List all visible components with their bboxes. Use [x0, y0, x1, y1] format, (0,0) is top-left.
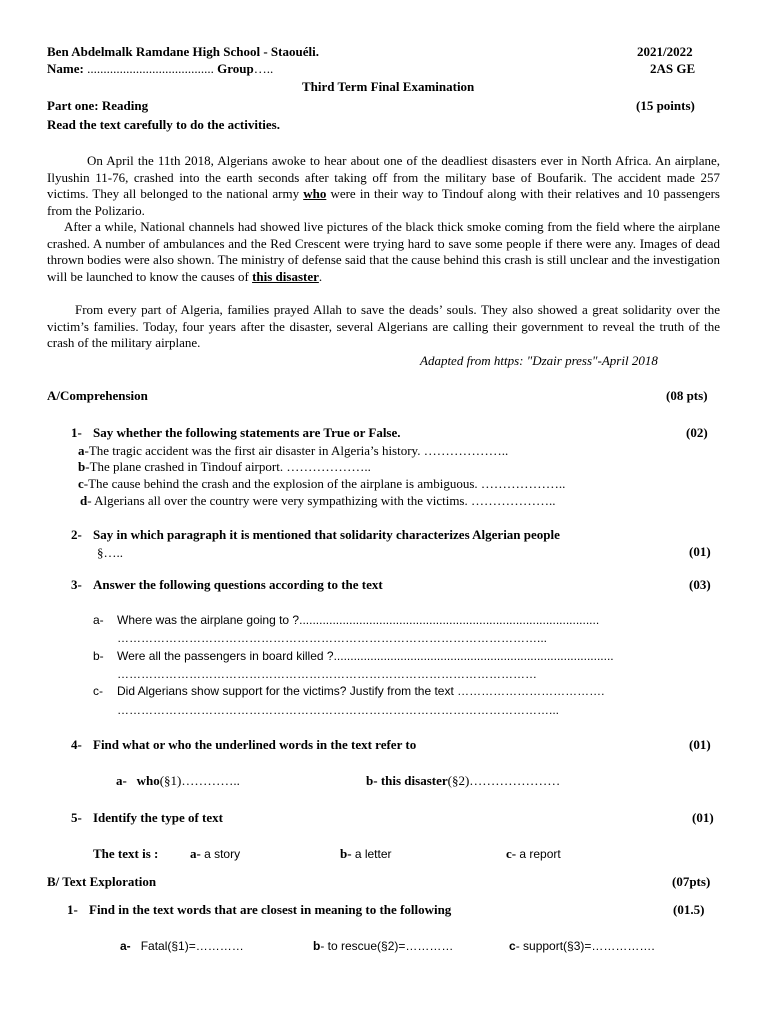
class-label: 2AS GE	[650, 61, 696, 76]
q2-text: Say in which paragraph it is mentioned that solidarity characterizes Algerian people	[93, 527, 560, 542]
q3-item-c-letter: c-	[93, 684, 103, 698]
reading-instruction: Read the text carefully to do the activities.	[47, 117, 280, 132]
item-letter: a	[78, 443, 85, 458]
q1-item-d	[80, 493, 556, 509]
q3-item-a-letter: a-	[93, 613, 104, 627]
text-paragraph-1	[47, 153, 720, 219]
part-one-points: (15 points)	[636, 98, 695, 113]
q1-item-a	[78, 443, 508, 459]
name-dots: .......................................	[87, 61, 214, 76]
q4-number: 4-	[71, 737, 82, 752]
name-label: Name:	[47, 61, 84, 76]
option-text: a story	[204, 847, 241, 861]
q4-text: Find what or who the underlined words in the text refer to	[93, 737, 417, 752]
q3-item-b-text: Were all the passengers in board killed ?....................................................................................	[117, 649, 614, 663]
item-text: -The tragic accident was the first air disaster in Algeria’s history. ………………..	[84, 443, 509, 458]
item-letter: b-	[366, 773, 378, 788]
q2-points: (01)	[689, 544, 711, 559]
item-answer-line: (§2)…………………	[447, 773, 561, 788]
item-letter: b	[78, 459, 86, 474]
q3-item-b-letter: b-	[93, 649, 104, 663]
item-text: -The cause behind the crash and the explosion of the airplane is ambiguous. ………………..	[83, 476, 566, 491]
option-letter: a-	[190, 846, 201, 861]
text-paragraph-2	[47, 219, 720, 285]
exploration-item-c	[509, 938, 655, 954]
part-one-title: Part one: Reading	[47, 98, 149, 113]
exploration-q1-text: Find in the text words that are closest in meaning to the following	[89, 902, 452, 917]
item-text: - support(§3)=…………….	[515, 939, 655, 953]
exploration-title: B/ Text Exploration	[47, 874, 157, 889]
q4-item-a	[116, 773, 240, 789]
underlined-who: who	[303, 186, 327, 201]
item-text: - to rescue(§2)=…………	[320, 939, 454, 953]
q5-points: (01)	[692, 810, 714, 825]
q2-answer-line: §…..	[97, 545, 123, 560]
item-text: - Algerians all over the country were very sympathizing with the victims. ………………..	[87, 493, 556, 508]
item-word: this disaster	[380, 773, 448, 788]
q1-points: (02)	[686, 425, 708, 440]
q1-item-b	[78, 459, 371, 475]
exploration-item-a	[120, 938, 244, 954]
paragraph-2-part-a: After a while, National channels had showed live pictures of the black thick smoke coming from the field where the airplane crashed. A number of ambulances and the Red Crescent were trying hard to save some people if there were any. Images of dead thrown bodies were also shown. The ministry of defense said that the cause behind this crash is still unclear and the investigation will be launched to know the causes of	[47, 219, 720, 284]
item-letter: b	[313, 939, 321, 953]
item-letter: d	[80, 493, 88, 508]
exploration-item-b	[313, 938, 453, 954]
q3-number: 3-	[71, 577, 82, 592]
exam-title: Third Term Final Examination	[302, 79, 475, 94]
item-text: Fatal(§1)=…………	[140, 939, 244, 953]
item-word: who	[136, 773, 160, 788]
item-letter: c	[509, 939, 516, 953]
text-paragraph-3: From every part of Algeria, families prayed Allah to save the deads’ souls. They also showed a great solidarity over the victim’s families. Today, four years after the disaster, several Algerians are calling their government to reveal the truth of the crash of the military airplane.	[47, 302, 720, 350]
name-line	[47, 61, 273, 77]
q5-option-a	[190, 846, 240, 862]
q3-item-a-text: Where was the airplane going to ?..........................................................................................	[117, 613, 600, 627]
option-letter: c-	[506, 846, 517, 861]
q1-number: 1-	[71, 425, 82, 440]
q5-prompt: The text is :	[93, 846, 159, 861]
q4-points: (01)	[689, 737, 711, 752]
option-letter: b-	[340, 846, 352, 861]
group-label: Group	[217, 61, 254, 76]
q3-item-b-answer-line: ……………………………………………………………………………………………	[117, 667, 537, 681]
q5-text: Identify the type of text	[93, 810, 223, 825]
exploration-points: (07pts)	[672, 874, 711, 889]
paragraph-2-part-b: .	[318, 268, 323, 284]
school-name: Ben Abdelmalk Ramdane High School - Staouéli.	[47, 44, 319, 59]
q1-text: Say whether the following statements are True or False.	[93, 425, 401, 440]
q3-points: (03)	[689, 577, 711, 592]
option-text: a letter	[354, 847, 392, 861]
q1-item-c	[78, 476, 565, 492]
item-answer-line: (§1)…………..	[159, 773, 240, 788]
school-year: 2021/2022	[637, 44, 693, 59]
option-text: a report	[519, 847, 561, 861]
exploration-q1-number: 1-	[67, 902, 78, 917]
q3-item-c-text: Did Algerians show support for the victims? Justify from the text ……………………………….	[117, 684, 605, 698]
item-text: -The plane crashed in Tindouf airport. ………………..	[85, 459, 371, 474]
group-dots: …..	[253, 61, 274, 76]
comprehension-title: A/Comprehension	[47, 388, 148, 403]
item-letter: a-	[120, 939, 131, 953]
paragraph-1-part-b: were in their way to Tindouf along with their relatives and 10 passengers from the Polizario.	[47, 186, 720, 218]
q4-item-b	[366, 773, 560, 789]
q2-number: 2-	[71, 527, 82, 542]
text-source: Adapted from https: "Dzair press"-April 2018	[420, 353, 658, 368]
q5-option-b	[340, 846, 392, 862]
item-letter: c	[78, 476, 84, 491]
q5-option-c	[506, 846, 561, 862]
q3-item-a-answer-line: ……………………………………………………………………………………………...	[117, 631, 548, 645]
q3-item-c-answer-line: ………………………………………………………………………………………………...	[117, 703, 560, 717]
paragraph-1-part-a: On April the 11th 2018, Algerians awoke to hear about one of the deadliest disasters ever in North Africa. An airplane, Ilyushin 11-76, crashed into the earth seconds after taking off from the military base of Boufarik. The accident made 257 victims. They all belonged to the national army	[47, 153, 720, 201]
q3-text: Answer the following questions according to the text	[93, 577, 383, 592]
q5-number: 5-	[71, 810, 82, 825]
item-letter: a-	[116, 773, 127, 788]
underlined-this-disaster: this disaster	[252, 268, 319, 284]
exploration-q1-points: (01.5)	[673, 902, 705, 917]
comprehension-points: (08 pts)	[666, 388, 708, 403]
